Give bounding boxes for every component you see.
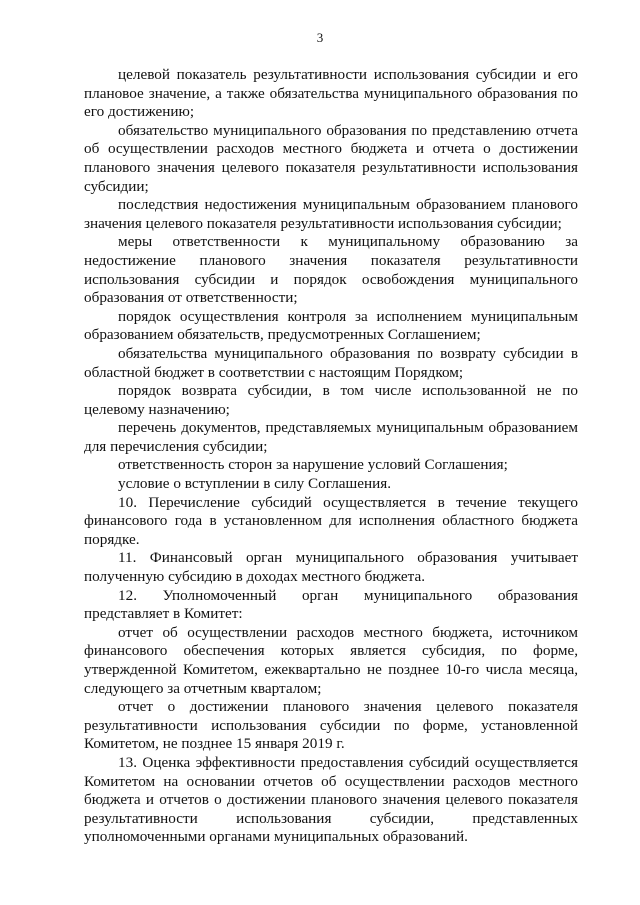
paragraph: целевой показатель результативности использования субсидии и его плановое значение, а также обязательства муниципального образования по его достижению; [84,66,578,121]
paragraph: меры ответственности к муниципальному образованию за недостижение планового значения показателя результативности использования субсидии и порядок освобождения муниципального образования от ответственности; [84,233,578,307]
paragraph-item-10: 10. Перечисление субсидий осуществляется в течение текущего финансового года в установленном для исполнения областного бюджета порядке. [84,493,578,548]
paragraph-item-11: 11. Финансовый орган муниципального образования учитывает полученную субсидию в доходах местного бюджета. [84,549,578,586]
paragraph: обязательства муниципального образования по возврату субсидии в областной бюджет в соответствии с настоящим Порядком; [84,344,578,381]
paragraph: обязательство муниципального образования по представлению отчета об осуществлении расходов местного бюджета и отчета о достижении планового значения целевого показателя результативности использования субсидии; [84,121,578,195]
document-body [84,66,578,847]
page-number: 3 [316,30,324,45]
paragraph: отчет об осуществлении расходов местного бюджета, источником финансового обеспечения которых является субсидия, по форме, утвержденной Комитетом, ежеквартально не позднее 10-го числа месяца, следующего за отчетным кварталом; [84,623,578,697]
paragraph-item-13: 13. Оценка эффективности предоставления субсидий осуществляется Комитетом на основании отчетов об осуществлении расходов местного бюджета и отчетов о достижении планового значения целевого показателя результативности использования субсидии, представленных уполномоченными органами муниципальных образований. [84,753,578,846]
paragraph: отчет о достижении планового значения целевого показателя результативности использования субсидии по форме, установленной Комитетом, не позднее 15 января 2019 г. [84,698,578,753]
paragraph: последствия недостижения муниципальным образованием планового значения целевого показателя результативности использования субсидии; [84,196,578,232]
paragraph: перечень документов, представляемых муниципальным образованием для перечисления субсидии; [84,419,578,455]
paragraph: условие о вступлении в силу Соглашения. [118,475,391,493]
paragraph-item-12: 12. Уполномоченный орган муниципального образования представляет в Комитет: [84,586,578,623]
paragraph: ответственность сторон за нарушение условий Соглашения; [118,456,508,474]
paragraph: порядок осуществления контроля за исполнением муниципальным образованием обязательств, предусмотренных Соглашением; [84,307,578,344]
paragraph: порядок возврата субсидии, в том числе использованной не по целевому назначению; [84,382,578,418]
